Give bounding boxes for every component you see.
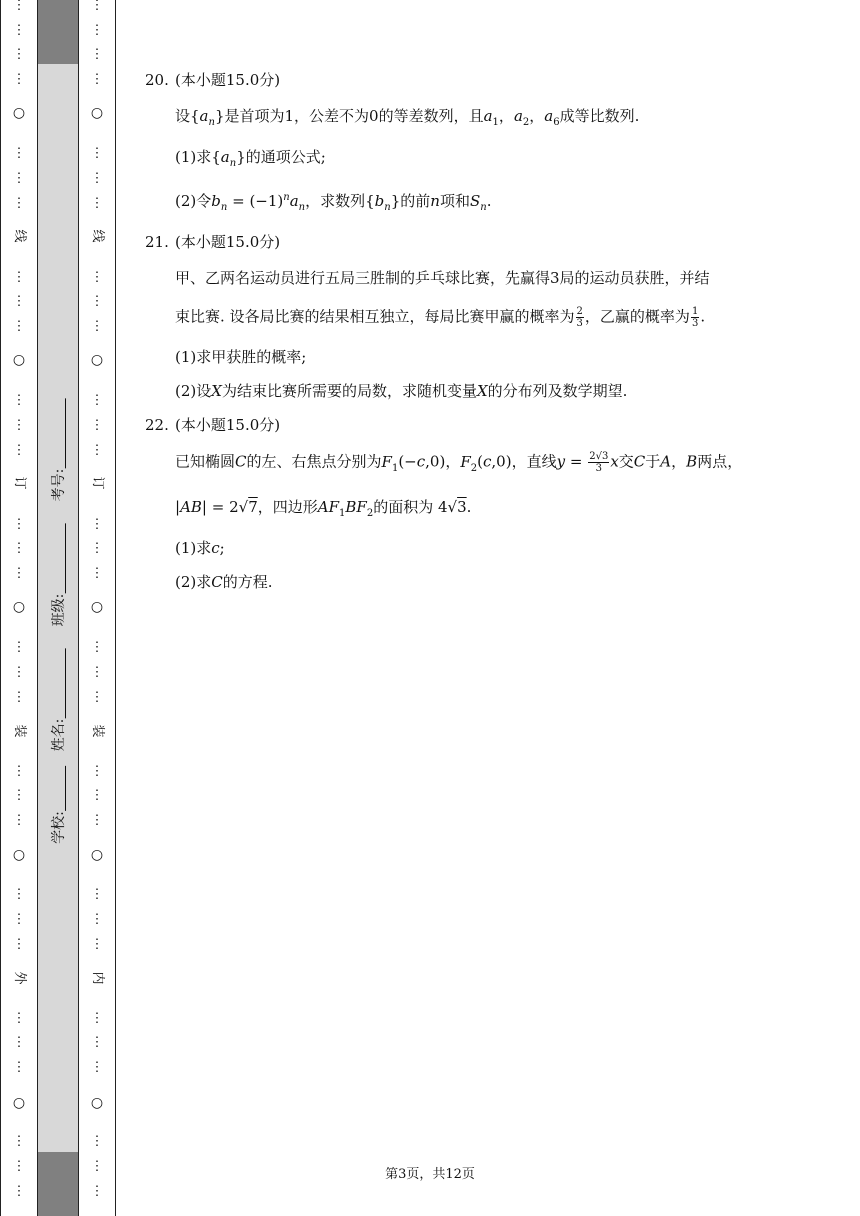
cut-line-dots: ⋮ [12,22,26,38]
question-part: (2)令$b_n = (-1)^na_n$，求数列$\{b_n\}$的前n项和$S_n$. [175,192,492,213]
question-part: (2)设X为结束比赛所需要的局数，求随机变量X的分布列及数学期望. [175,382,628,400]
question-content [145,70,745,606]
question-header [145,232,745,254]
cut-line-dots: ⋮ [12,47,26,63]
cut-line-dots: ⋮ [90,689,104,705]
question-21 [145,232,745,401]
cut-line-dots: ⋮ [12,1035,26,1051]
school-blank[interactable] [49,766,66,811]
cut-line-dots: ⋮ [12,936,26,952]
question-number: 22. [145,416,169,434]
exam-id-field[interactable] [48,399,68,502]
binding-mark-label: 线 [90,229,105,243]
cut-line-dots: ⋮ [90,146,104,162]
cut-line-dots: ⋮ [90,763,104,779]
outer-dotted-cut-line [1,0,37,1216]
question-number: 20. [145,71,169,89]
question-header [145,415,745,437]
cut-line-dots: ⋮ [12,393,26,409]
question-stem-continued: |AB| = 2√7，四边形$AF_1BF_2$的面积为 4√3. [175,497,472,519]
cut-line-dots: ⋮ [90,72,104,88]
cut-line-dots: ⋮ [90,936,104,952]
question-number: 21. [145,233,169,251]
cut-line-dots: ⋮ [90,1158,104,1174]
cut-line-dots: ⋮ [90,170,104,186]
cut-line-dots: ⋮ [90,47,104,63]
cut-line-dots: ⋮ [12,813,26,829]
cut-line-dots: ⋮ [12,1134,26,1150]
cut-line-dots: ⋮ [12,763,26,779]
cut-line-dots: ⋮ [90,1134,104,1150]
binding-hole-circle: ○ [90,352,104,368]
question-score: (本小题15.0分) [175,71,281,89]
cut-line-dots: ⋮ [12,911,26,927]
school-field[interactable] [48,766,68,844]
cut-line-dots: ⋮ [90,516,104,532]
cut-line-dots: ⋮ [90,22,104,38]
cut-line-dots: ⋮ [90,788,104,804]
name-field[interactable] [48,649,68,752]
exam-id-label: 考号: [51,468,67,502]
fraction-two-thirds: $\frac{2}{3}$ [576,306,583,329]
question-score: (本小题15.0分) [175,416,281,434]
cut-line-dots: ⋮ [90,195,104,211]
cut-line-dots: ⋮ [90,813,104,829]
cut-line-dots: ⋮ [12,640,26,656]
cut-line-dots: ⋮ [12,442,26,458]
cut-line-dots: ⋮ [90,319,104,335]
question-part: (2)求C的方程. [175,572,273,591]
cut-line-dots: ⋮ [12,170,26,186]
cut-line-dots: ⋮ [90,1060,104,1076]
outer-binding-column [0,0,38,1216]
binding-mark-label: 装 [90,724,105,738]
cut-line-dots: ⋮ [12,566,26,582]
cut-line-dots: ⋮ [90,442,104,458]
binding-hole-circle: ○ [90,847,104,863]
cut-line-dots: ⋮ [12,294,26,310]
fraction-two-root-three-over-three: $\frac{2√3}{3}$ [589,451,609,474]
class-label: 班级: [51,593,67,627]
cut-line-dots: ⋮ [12,1183,26,1199]
cut-line-dots: ⋮ [12,269,26,285]
cut-line-dots: ⋮ [90,566,104,582]
binding-hole-circle: ○ [12,105,26,121]
cut-line-dots: ⋮ [90,269,104,285]
binding-hole-circle: ○ [12,599,26,615]
name-blank[interactable] [49,649,66,719]
question-stem-continued: 束比赛. 设各局比赛的结果相互独立，每局比赛甲赢的概率为 $\frac{2}{3}$ ，乙赢的概率为 $\frac{1}{3}$ . [175,306,706,329]
cut-line-dots: ⋮ [12,1060,26,1076]
page-footer: 第3页，共12页 [385,1167,475,1182]
binding-hole-circle: ○ [90,105,104,121]
name-label: 姓名: [51,718,67,752]
cut-line-dots: ⋮ [90,1183,104,1199]
cut-line-dots: ⋮ [12,788,26,804]
inner-dotted-cut-line [79,0,115,1216]
cut-line-dots: ⋮ [12,0,26,13]
class-field[interactable] [48,524,68,627]
cut-line-dots: ⋮ [12,417,26,433]
cut-line-dots: ⋮ [90,911,104,927]
class-blank[interactable] [49,524,66,594]
cut-line-dots: ⋮ [90,887,104,903]
binding-mark-label: 线 [12,229,27,243]
cut-line-dots: ⋮ [12,319,26,335]
cut-line-dots: ⋮ [90,640,104,656]
binding-mark-label: 内 [90,971,105,985]
binding-hole-circle: ○ [90,599,104,615]
cut-line-dots: ⋮ [90,1010,104,1026]
question-stem: 设$\{a_n\}$是首项为1，公差不为0的等差数列，且$a_1$，$a_2$，$a_6$成等比数列. [175,107,640,128]
cut-line-dots: ⋮ [12,1158,26,1174]
cut-line-dots: ⋮ [90,0,104,13]
cut-line-dots: ⋮ [12,689,26,705]
cut-line-dots: ⋮ [90,541,104,557]
cut-line-dots: ⋮ [12,664,26,680]
cut-line-dots: ⋮ [12,72,26,88]
exam-id-blank[interactable] [49,399,66,469]
binding-mark-label: 订 [90,476,105,490]
cut-line-dots: ⋮ [90,664,104,680]
binding-hole-circle: ○ [12,1095,26,1111]
binding-hole-circle: ○ [12,847,26,863]
question-stem: 已知椭圆C的左、右焦点分别为$F_1(-c,0)$，$F_2(c,0)$，直线y = $\frac{2√3}{3}$ x交C于A，B两点， [175,451,743,474]
cut-line-dots: ⋮ [12,887,26,903]
cut-line-dots: ⋮ [12,516,26,532]
binding-mark-label: 外 [12,971,27,985]
cut-line-dots: ⋮ [12,541,26,557]
question-part: (1)求c; [175,538,225,557]
student-info-fields [38,0,78,1216]
question-stem: 甲、乙两名运动员进行五局三胜制的乒乓球比赛，先赢得3局的运动员获胜，并结 [175,269,710,287]
cut-line-dots: ⋮ [90,393,104,409]
question-part: (1)求甲获胜的概率; [175,348,307,366]
question-score: (本小题15.0分) [175,233,281,251]
inner-binding-column [78,0,116,1216]
binding-hole-circle: ○ [90,1095,104,1111]
cut-line-dots: ⋮ [12,195,26,211]
cut-line-dots: ⋮ [12,1010,26,1026]
binding-hole-circle: ○ [12,352,26,368]
binding-mark-label: 订 [12,476,27,490]
question-22 [145,415,745,592]
cut-line-dots: ⋮ [90,1035,104,1051]
cut-line-dots: ⋮ [12,146,26,162]
question-20 [145,70,745,218]
cut-line-dots: ⋮ [90,417,104,433]
question-part: (1)求$\{a_n\}$的通项公式; [175,148,326,169]
school-label: 学校: [51,811,67,844]
cut-line-dots: ⋮ [90,294,104,310]
binding-mark-label: 装 [12,724,27,738]
fraction-one-third: $\frac{1}{3}$ [691,306,699,329]
question-header [145,70,745,92]
